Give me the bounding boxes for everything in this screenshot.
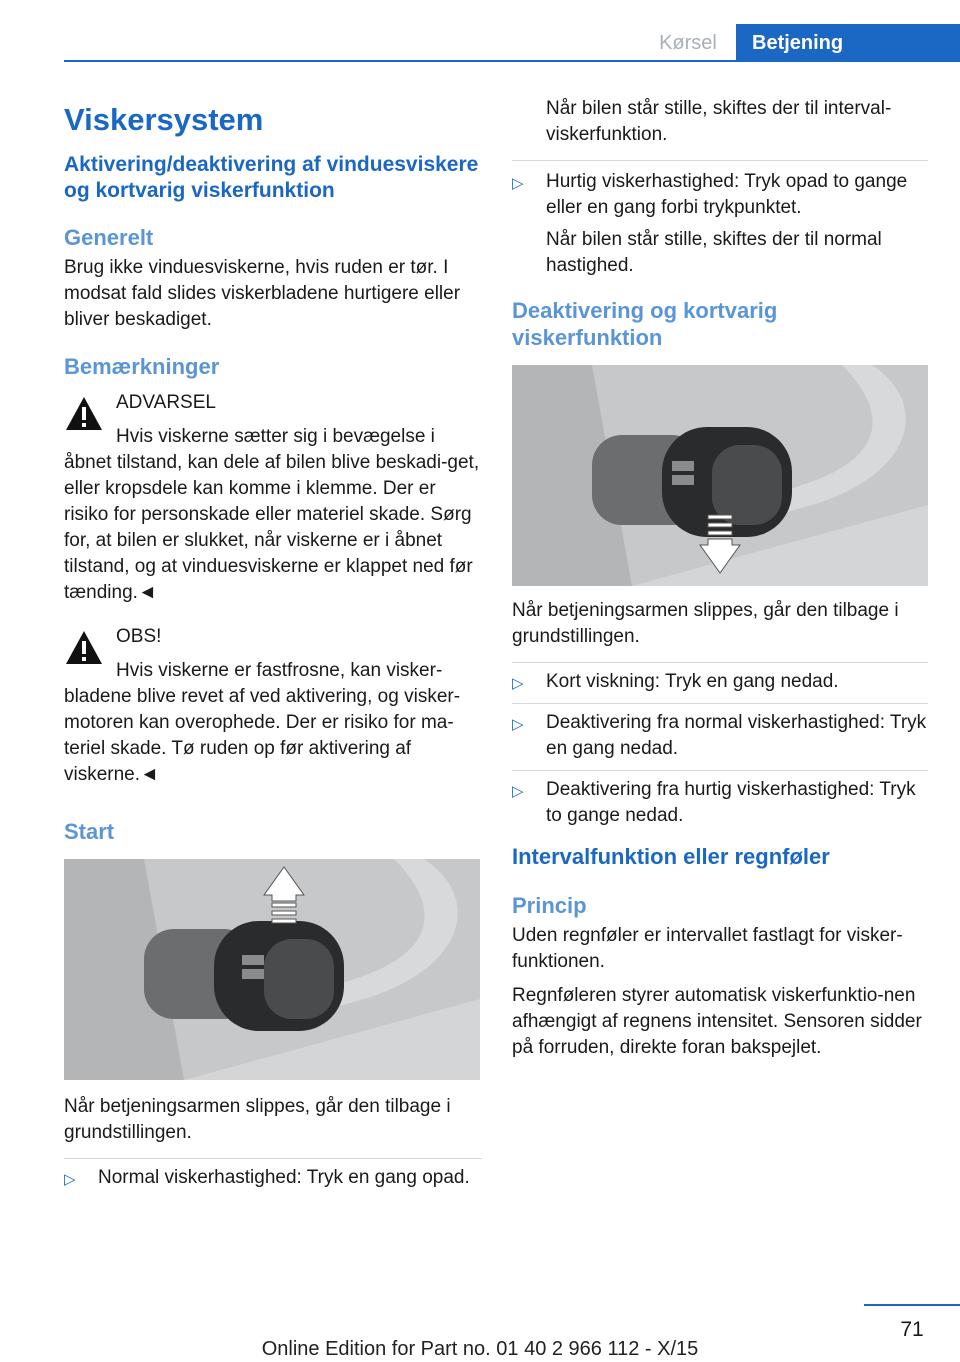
deactivation-caption: Når betjeningsarmen slippes, går den tilbage i grundstillingen. <box>512 600 899 647</box>
edition-footer: Online Edition for Part no. 01 40 2 966 112 - X/15 <box>261 1338 699 1360</box>
principle-text-2: Regnføleren styrer automatisk viskerfunktio‐nen afhængigt af regnens intensitet. Sensoren sidder på forruden, direkte foran bakspejlet. <box>512 985 922 1058</box>
bullet-arrow-icon: ▷ <box>64 1171 76 1188</box>
list-item <box>512 770 928 829</box>
list-item-subtext: Når bilen står stille, skiftes der til normal hastighed. <box>546 229 882 276</box>
section-tab-betjening[interactable]: Betjening <box>736 24 960 60</box>
deactivation-illustration <box>512 365 928 586</box>
start-illustration <box>64 859 480 1080</box>
section-tab-korsel[interactable]: Kørsel <box>659 32 717 54</box>
warning-label: ADVARSEL <box>116 392 216 413</box>
list-item <box>64 1158 482 1191</box>
page-number: 71 <box>864 1304 960 1342</box>
bullet-arrow-icon: ▷ <box>512 675 524 692</box>
list-item-text: Hurtig viskerhastighed: Tryk opad to gange eller en gang forbi trykpunktet. <box>546 171 908 218</box>
principle-heading: Princip <box>512 893 587 918</box>
list-item-text: Deaktivering fra normal viskerhastighed: Tryk en gang nedad. <box>546 712 927 759</box>
bullet-arrow-icon: ▷ <box>512 783 524 800</box>
warning-block-2 <box>64 624 482 788</box>
bullet-arrow-icon: ▷ <box>512 175 524 192</box>
start-bullet-list <box>64 1158 482 1191</box>
header-rule <box>64 60 960 62</box>
warning-block-1 <box>64 390 482 606</box>
right-column <box>512 96 928 1061</box>
general-text: Brug ikke vinduesviskerne, hvis ruden er tør. I modsat fald slides viskerbladene hurtigere eller bliver beskadiget. <box>64 257 461 330</box>
general-heading: Generelt <box>64 225 154 250</box>
warning-triangle-icon <box>64 628 104 668</box>
list-item <box>512 160 928 279</box>
list-item <box>512 703 928 762</box>
deactivation-bullet-list <box>512 662 928 829</box>
list-item-text: Deaktivering fra hurtig viskerhastighed: Tryk to gange nedad. <box>546 779 916 826</box>
warning-triangle-icon <box>64 394 104 434</box>
left-column <box>64 100 482 1199</box>
warning-label: OBS! <box>116 626 162 647</box>
list-item-text: Normal viskerhastighed: Tryk en gang opad. <box>98 1167 470 1188</box>
section-subtitle: Aktivering/deaktivering af vinduesviskere og kortvarig viskerfunktion <box>64 153 479 202</box>
list-item <box>512 662 928 695</box>
start-caption: Når betjeningsarmen slippes, går den tilbage i grundstillingen. <box>64 1096 451 1143</box>
interval-heading: Intervalfunktion eller regnføler <box>512 844 830 869</box>
notes-heading: Bemærkninger <box>64 354 220 379</box>
fast-bullet-list <box>512 160 928 279</box>
principle-text-1: Uden regnføler er intervallet fastlagt for visker‐funktionen. <box>512 925 903 972</box>
page-title: Viskersystem <box>64 102 264 137</box>
warning-text: Hvis viskerne er fastfrosne, kan visker‐bladene blive revet af ved aktivering, og visker‐motoren kan overophede. Der er risiko for ma‐teriel skade. Tø ruden op før aktivering af viskerne.◄ <box>64 660 461 785</box>
deactivation-heading: Deaktivering og kortvarig viskerfunktion <box>512 298 778 350</box>
continued-text: Når bilen står stille, skiftes der til interval‐viskerfunktion. <box>546 98 892 145</box>
bullet-arrow-icon: ▷ <box>512 716 524 733</box>
start-heading: Start <box>64 819 115 844</box>
warning-text: Hvis viskerne sætter sig i bevægelse i åbnet tilstand, kan dele af bilen blive beskadi‐get, eller kropsdele kan komme i klemme. Der er risiko for personskade eller materiel skade. Sørg for, at bilen er slukket, når viskerne er i åbnet tilstand, og at vinduesviskerne er klappet ned før tænding.◄ <box>64 426 480 603</box>
list-item-text: Kort viskning: Tryk en gang nedad. <box>546 671 839 692</box>
